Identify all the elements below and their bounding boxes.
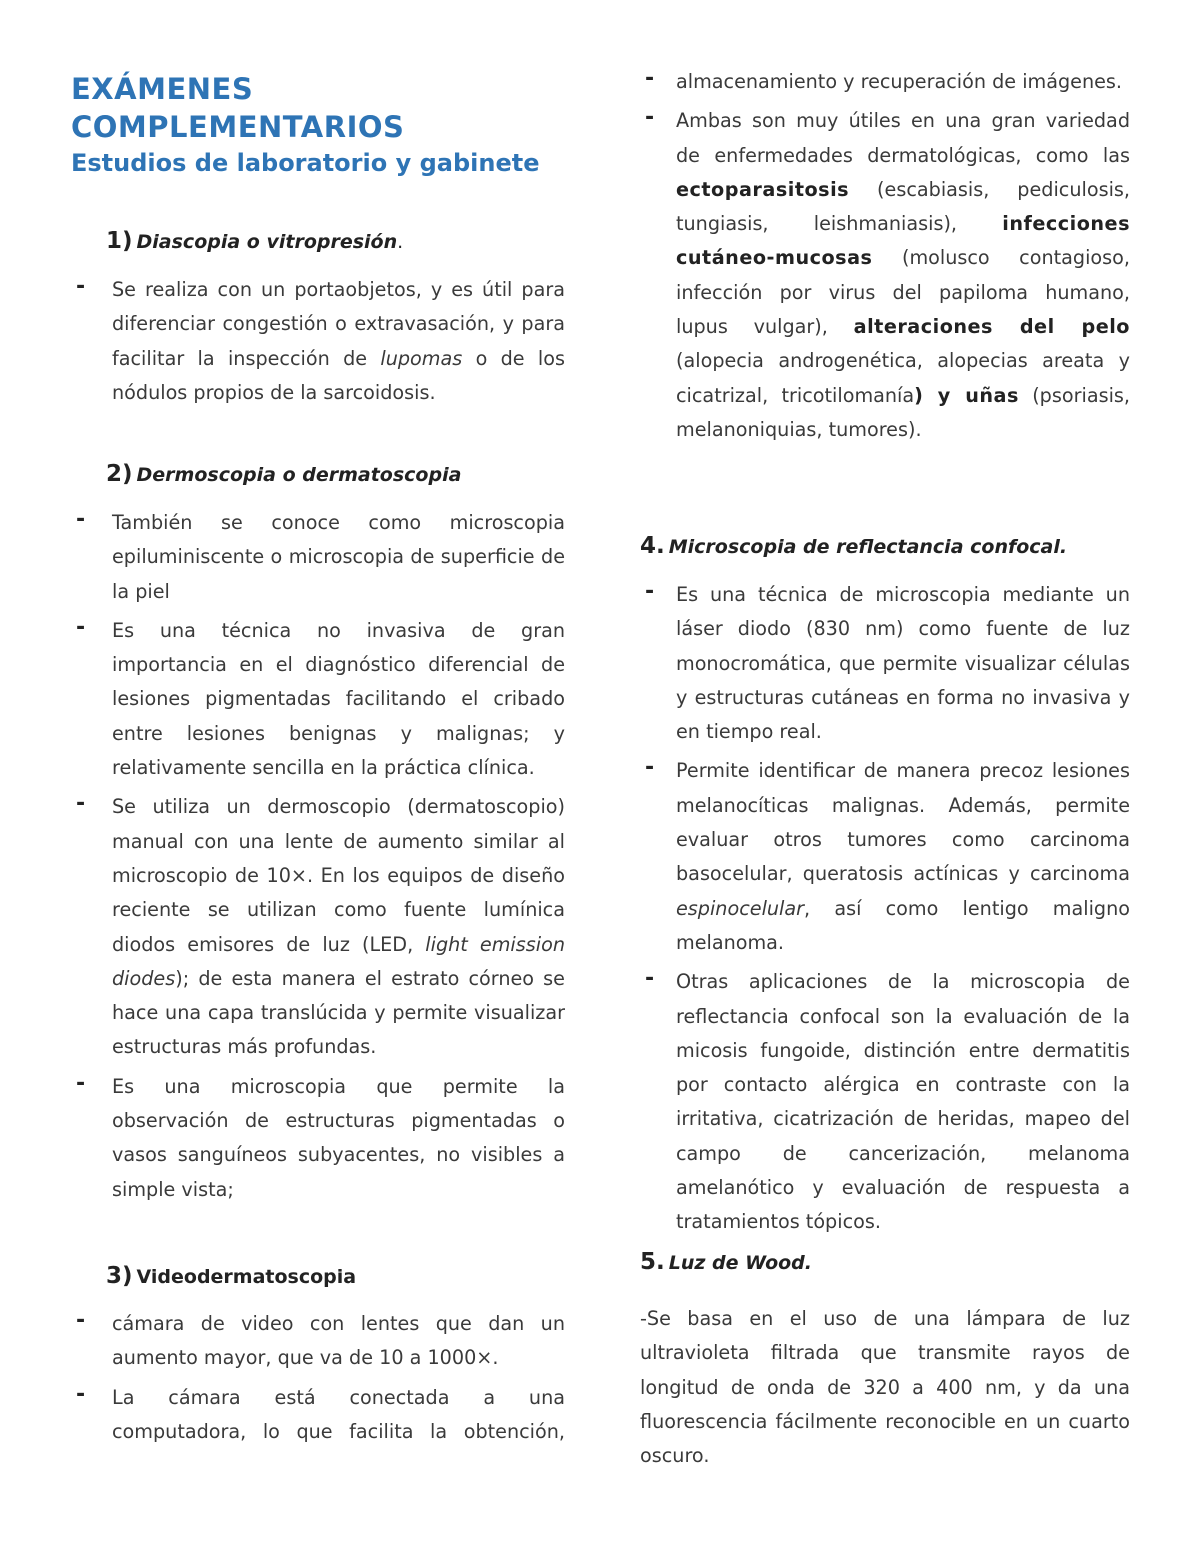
section-3-number: 3) <box>106 1263 133 1289</box>
section-3-heading <box>106 1263 356 1290</box>
list-item-continued: - almacenamiento y recuperación de imágenes. <box>640 65 1130 99</box>
section-5-paragraph: -Se basa en el uso de una lámpara de luz ultravioleta filtrada que transmite rayos de longitud de onda de 320 a 400 nm, y da una fluorescencia fácilmente reconocible en un cuarto oscuro. <box>640 1307 1130 1468</box>
section-4-heading <box>640 533 1067 560</box>
section-5-number: 5. <box>640 1249 665 1275</box>
section-1-list <box>71 273 565 410</box>
list-item: - Es una microscopia que permite la observación de estructuras pigmentadas o vasos sanguíneos subyacentes, no visibles a simple vista; <box>71 1070 565 1207</box>
list-item: - La cámara está conectada a una computadora, lo que facilita la obtención, <box>71 1381 565 1450</box>
list-item: - Otras aplicaciones de la microscopia de reflectancia confocal son la evaluación de la micosis fungoide, distinción entre dermatitis por contacto alérgica en contraste con la irritativa, cicatrización de heridas, mapeo del campo de cancerización, melanoma amelanótico y evaluación de respuesta a tratamientos tópicos. <box>640 965 1130 1239</box>
section-1-label: Diascopia o vitropresión <box>136 231 398 253</box>
list-item: - También se conoce como microscopia epiluminiscente o microscopia de superficie de la piel <box>71 506 565 609</box>
section-1-heading: 1) Diascopia o vitropresión. <box>106 228 404 254</box>
list-item: - Es una técnica no invasiva de gran importancia en el diagnóstico diferencial de lesiones pigmentadas facilitando el cribado entre lesiones benignas y malignas; y relativamente sencilla en la práctica clínica. <box>71 614 565 785</box>
list-item: - Se utiliza un dermoscopio (dermatoscopio) manual con una lente de aumento similar al microscopio de 10×. En los equipos de diseño reciente se utilizan como fuente lumínica diodos emisores de luz (LED, light emission diodes); de esta manera el estrato córneo se hace una capa translúcida y permite visualizar estructuras más profundas. <box>71 790 565 1064</box>
list-item: - Se realiza con un portaobjetos, y es útil para diferenciar congestión o extravasación, y para facilitar la inspección de lupomas o de los nódulos propios de la sarcoidosis. <box>71 273 565 410</box>
section-2-list <box>71 506 565 1207</box>
section-4-number: 4. <box>640 533 665 559</box>
section-1-number: 1) <box>106 228 133 254</box>
section-2-heading <box>106 461 461 488</box>
section-4-list <box>640 578 1130 1240</box>
section-4-label: Microscopia de reflectancia confocal. <box>668 536 1068 558</box>
section-5-heading <box>640 1249 812 1276</box>
list-item: - Es una técnica de microscopia mediante un láser diodo (830 nm) como fuente de luz monocromática, que permite visualizar células y estructuras cutáneas en forma no invasiva y en tiempo real. <box>640 578 1130 749</box>
list-item: - Ambas son muy útiles en una gran variedad de enfermedades dermatológicas, como las ectoparasitosis (escabiasis, pediculosis, tungiasis, leishmaniasis), infecciones cutáneo-mucosas (molusco contagioso, infección por virus del papiloma humano, lupus vulgar), alteraciones del pelo (alopecia androgenética, alopecias areata y cicatrizal, tricotilomanía) y uñas (psoriasis, melanoniquias, tumores). <box>640 104 1130 447</box>
list-item: - Permite identificar de manera precoz lesiones melanocíticas malignas. Además, permite evaluar otros tumores como carcinoma basocelular, queratosis actínicas y carcinoma espinocelular, así como lentigo maligno melanoma. <box>640 754 1130 960</box>
page-title: EXÁMENES COMPLEMENTARIOS <box>71 72 405 144</box>
section-3-label: Videodermatoscopia <box>136 1266 357 1288</box>
page-subtitle: Estudios de laboratorio y gabinete <box>71 149 540 177</box>
section-2-number: 2) <box>106 461 133 487</box>
list-item: - cámara de video con lentes que dan un aumento mayor, que va de 10 a 1000×. <box>71 1307 565 1376</box>
section-2-label: Dermoscopia o dermatoscopia <box>136 464 462 486</box>
section-3-list <box>71 1307 565 1449</box>
section-3-list-continued <box>640 65 1130 447</box>
section-5-label: Luz de Wood. <box>668 1252 813 1274</box>
